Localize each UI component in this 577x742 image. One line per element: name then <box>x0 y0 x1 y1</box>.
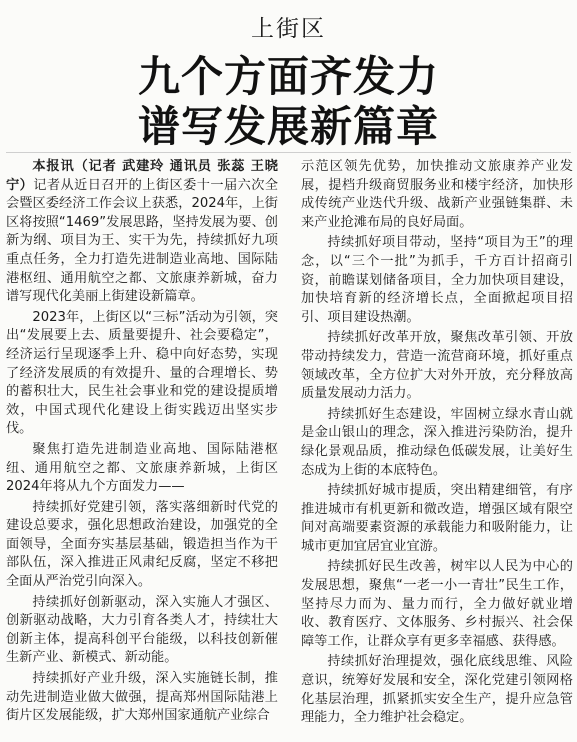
body-paragraph: 持续抓好生态建设，牢固树立绿水青山就是金山银山的理念，深入推进污染防治，提升绿化景观品质，推动绿色低碳发展，让美好生态成为上街的本底特色。 <box>301 406 573 478</box>
byline: 本报讯（记者 武建玲 通讯员 张蕊 王晓宁） <box>6 159 278 193</box>
lead-text: 记者从近日召开的上街区委十一届六次全会暨区委经济工作会议上获悉，2024年，上街区将按照“1469”发展思路，坚持发展为要、创新为纲、项目为王、实干为先，持续抓好九项重点任务，全力打造先进制造业高地、国际陆港枢纽、通用航空之都、文旅康养新城，奋力谱写现代化美丽上街建设新篇章。 <box>6 177 279 305</box>
body-paragraph: 持续抓好创新驱动，深入实施人才强区、创新驱动战略，大力引育各类人才，持续壮大创新主体，提高科创平台能级，以科技创新催生新产业、新模式、新动能。 <box>6 594 278 666</box>
body-paragraph-continued: 示范区领先优势，加快推动文旅康养产业发展，提档升级商贸服务业和楼宇经济，加快形成传统产业迭代升级、战新产业强链集群、未来产业抢滩布局的良好局面。 <box>301 159 573 230</box>
headline-line-2: 谱写发展新篇章 <box>137 102 439 151</box>
body-paragraph: 聚焦打造先进制造业高地、国际陆港枢纽、通用航空之都、文旅康养新城，上街区2024年将从九个方面发力—— <box>6 441 278 495</box>
section-kicker: 上街区 <box>251 16 326 42</box>
article-column-left <box>6 158 278 726</box>
headline-divider <box>6 152 571 153</box>
body-paragraph: 持续抓好治理提效，强化底线思维、风险意识，统筹好发展和安全，深化党建引领网格化基层治理，抓紧抓实安全生产，提升应急管理能力，全力维护社会稳定。 <box>301 654 573 726</box>
body-paragraph: 持续抓好党建引领，落实落细新时代党的建设总要求，强化思想政治建设，加强党的全面领导，全面夯实基层基础，锻造担当作为干部队伍，深入推进正风肃纪反腐，坚定不移把全面从严治党引向深入。 <box>6 499 278 590</box>
article-column-right <box>301 158 573 728</box>
body-paragraph: 持续抓好城市提质，突出精建细管，有序推进城市有机更新和微改造，增强区域有限空间对高端要素资源的承载能力和吸附能力，让城市更加宜居宜业宜游。 <box>301 483 573 554</box>
body-paragraph: 2023年，上街区以“三标”活动为引领，突出“发展要上去、质量要提升、社会要稳定”，经济运行呈现逐季上升、稳中向好态势，实现了经济发展质的有效提升、量的合理增长、势的蓄积壮大，民生社会事业和党的建设提质增效，中国式现代化建设上街实践迈出坚实步伐。 <box>6 309 278 437</box>
body-paragraph: 持续抓好产业升级，深入实施链长制，推动先进制造业做大做强，提高郑州国际陆港上街片区发展能级，扩大郑州国家通航产业综合 <box>6 671 278 724</box>
body-paragraph: 持续抓好民生改善，树牢以人民为中心的发展思想，聚焦“一老一小一青壮”民生工作，坚持尽力而为、量力而行，全力做好就业增收、教育医疗、文体服务、乡村振兴、社会保障等工作，让群众享有更多幸福感、获得感。 <box>301 559 573 649</box>
lead-paragraph <box>6 158 278 307</box>
headline-line-1: 九个方面齐发力 <box>137 52 439 101</box>
headline <box>0 52 577 152</box>
body-paragraph: 持续抓好改革开放，聚焦改革引领、开放带动持续发力，营造一流营商环境，抓好重点领域改革，全方位扩大对外开放，充分释放高质量发展动力活力。 <box>301 330 573 402</box>
body-paragraph: 持续抓好项目带动，坚持“项目为王”的理念，以“三个一批”为抓手，千方百计招商引资，前瞻谋划储备项目，全力加快项目建设，加快培育新的经济增长点，全面掀起项目招引、项目建设热潮。 <box>301 235 573 325</box>
